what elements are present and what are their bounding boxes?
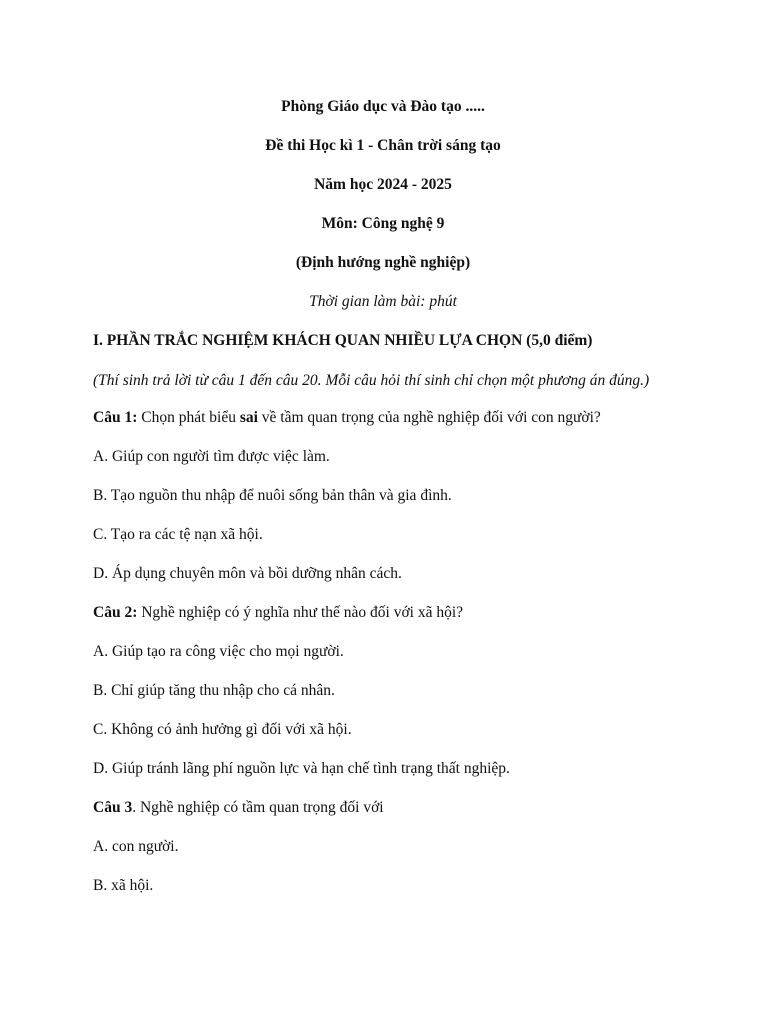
question-2-label: Câu 2: (93, 604, 138, 621)
school-year: Năm học 2024 - 2025 (314, 176, 452, 193)
question-2-option-d: D. Giúp tránh lãng phí nguồn lực và hạn chế tình trạng thất nghiệp. (93, 760, 510, 777)
question-1-stem-before: Chọn phát biểu (137, 409, 240, 426)
duration-line: Thời gian làm bài: phút (309, 293, 457, 310)
question-1-stem (93, 407, 673, 429)
question-1-option-d: D. Áp dụng chuyên môn và bồi dưỡng nhân cách. (93, 565, 402, 582)
question-3-option-b: B. xã hội. (93, 877, 154, 894)
question-2-option-b: B. Chỉ giúp tăng thu nhập cho cá nhân. (93, 682, 335, 699)
section-instruction: (Thí sinh trả lời từ câu 1 đến câu 20. Mỗi câu hỏi thí sinh chỉ chọn một phương án đúng.) (93, 372, 650, 389)
exam-title: Đề thi Học kì 1 - Chân trời sáng tạo (265, 137, 501, 154)
question-2-option-c: C. Không có ảnh hưởng gì đối với xã hội. (93, 721, 352, 738)
question-1-stem-after: về tầm quan trọng của nghề nghiệp đối với con người? (257, 409, 601, 426)
question-1-emphasis: sai (239, 409, 258, 426)
section-heading: I. PHẦN TRẮC NGHIỆM KHÁCH QUAN NHIỀU LỰA CHỌN (5,0 điểm) (93, 332, 593, 349)
question-2-option-a: A. Giúp tạo ra công việc cho mọi người. (93, 643, 344, 660)
question-3-option-a: A. con người. (93, 838, 179, 855)
question-2-stem-text: Nghề nghiệp có ý nghĩa như thế nào đối với xã hội? (137, 604, 464, 621)
question-1-label: Câu 1: (93, 409, 138, 426)
subject-line: Môn: Công nghệ 9 (321, 215, 445, 232)
question-1-option-c: C. Tạo ra các tệ nạn xã hội. (93, 526, 263, 543)
question-3-stem-text: . Nghề nghiệp có tầm quan trọng đối với (132, 799, 384, 816)
exam-document (93, 96, 673, 914)
question-1-option-a: A. Giúp con người tìm được việc làm. (93, 448, 330, 465)
question-2-stem (93, 602, 673, 624)
subject-focus: (Định hướng nghề nghiệp) (295, 254, 471, 271)
department-line: Phòng Giáo dục và Đào tạo ..... (281, 98, 485, 115)
question-3-label: Câu 3 (93, 799, 133, 816)
question-1-option-b: B. Tạo nguồn thu nhập để nuôi sống bản thân và gia đình. (93, 487, 452, 504)
question-3-stem (93, 797, 673, 819)
